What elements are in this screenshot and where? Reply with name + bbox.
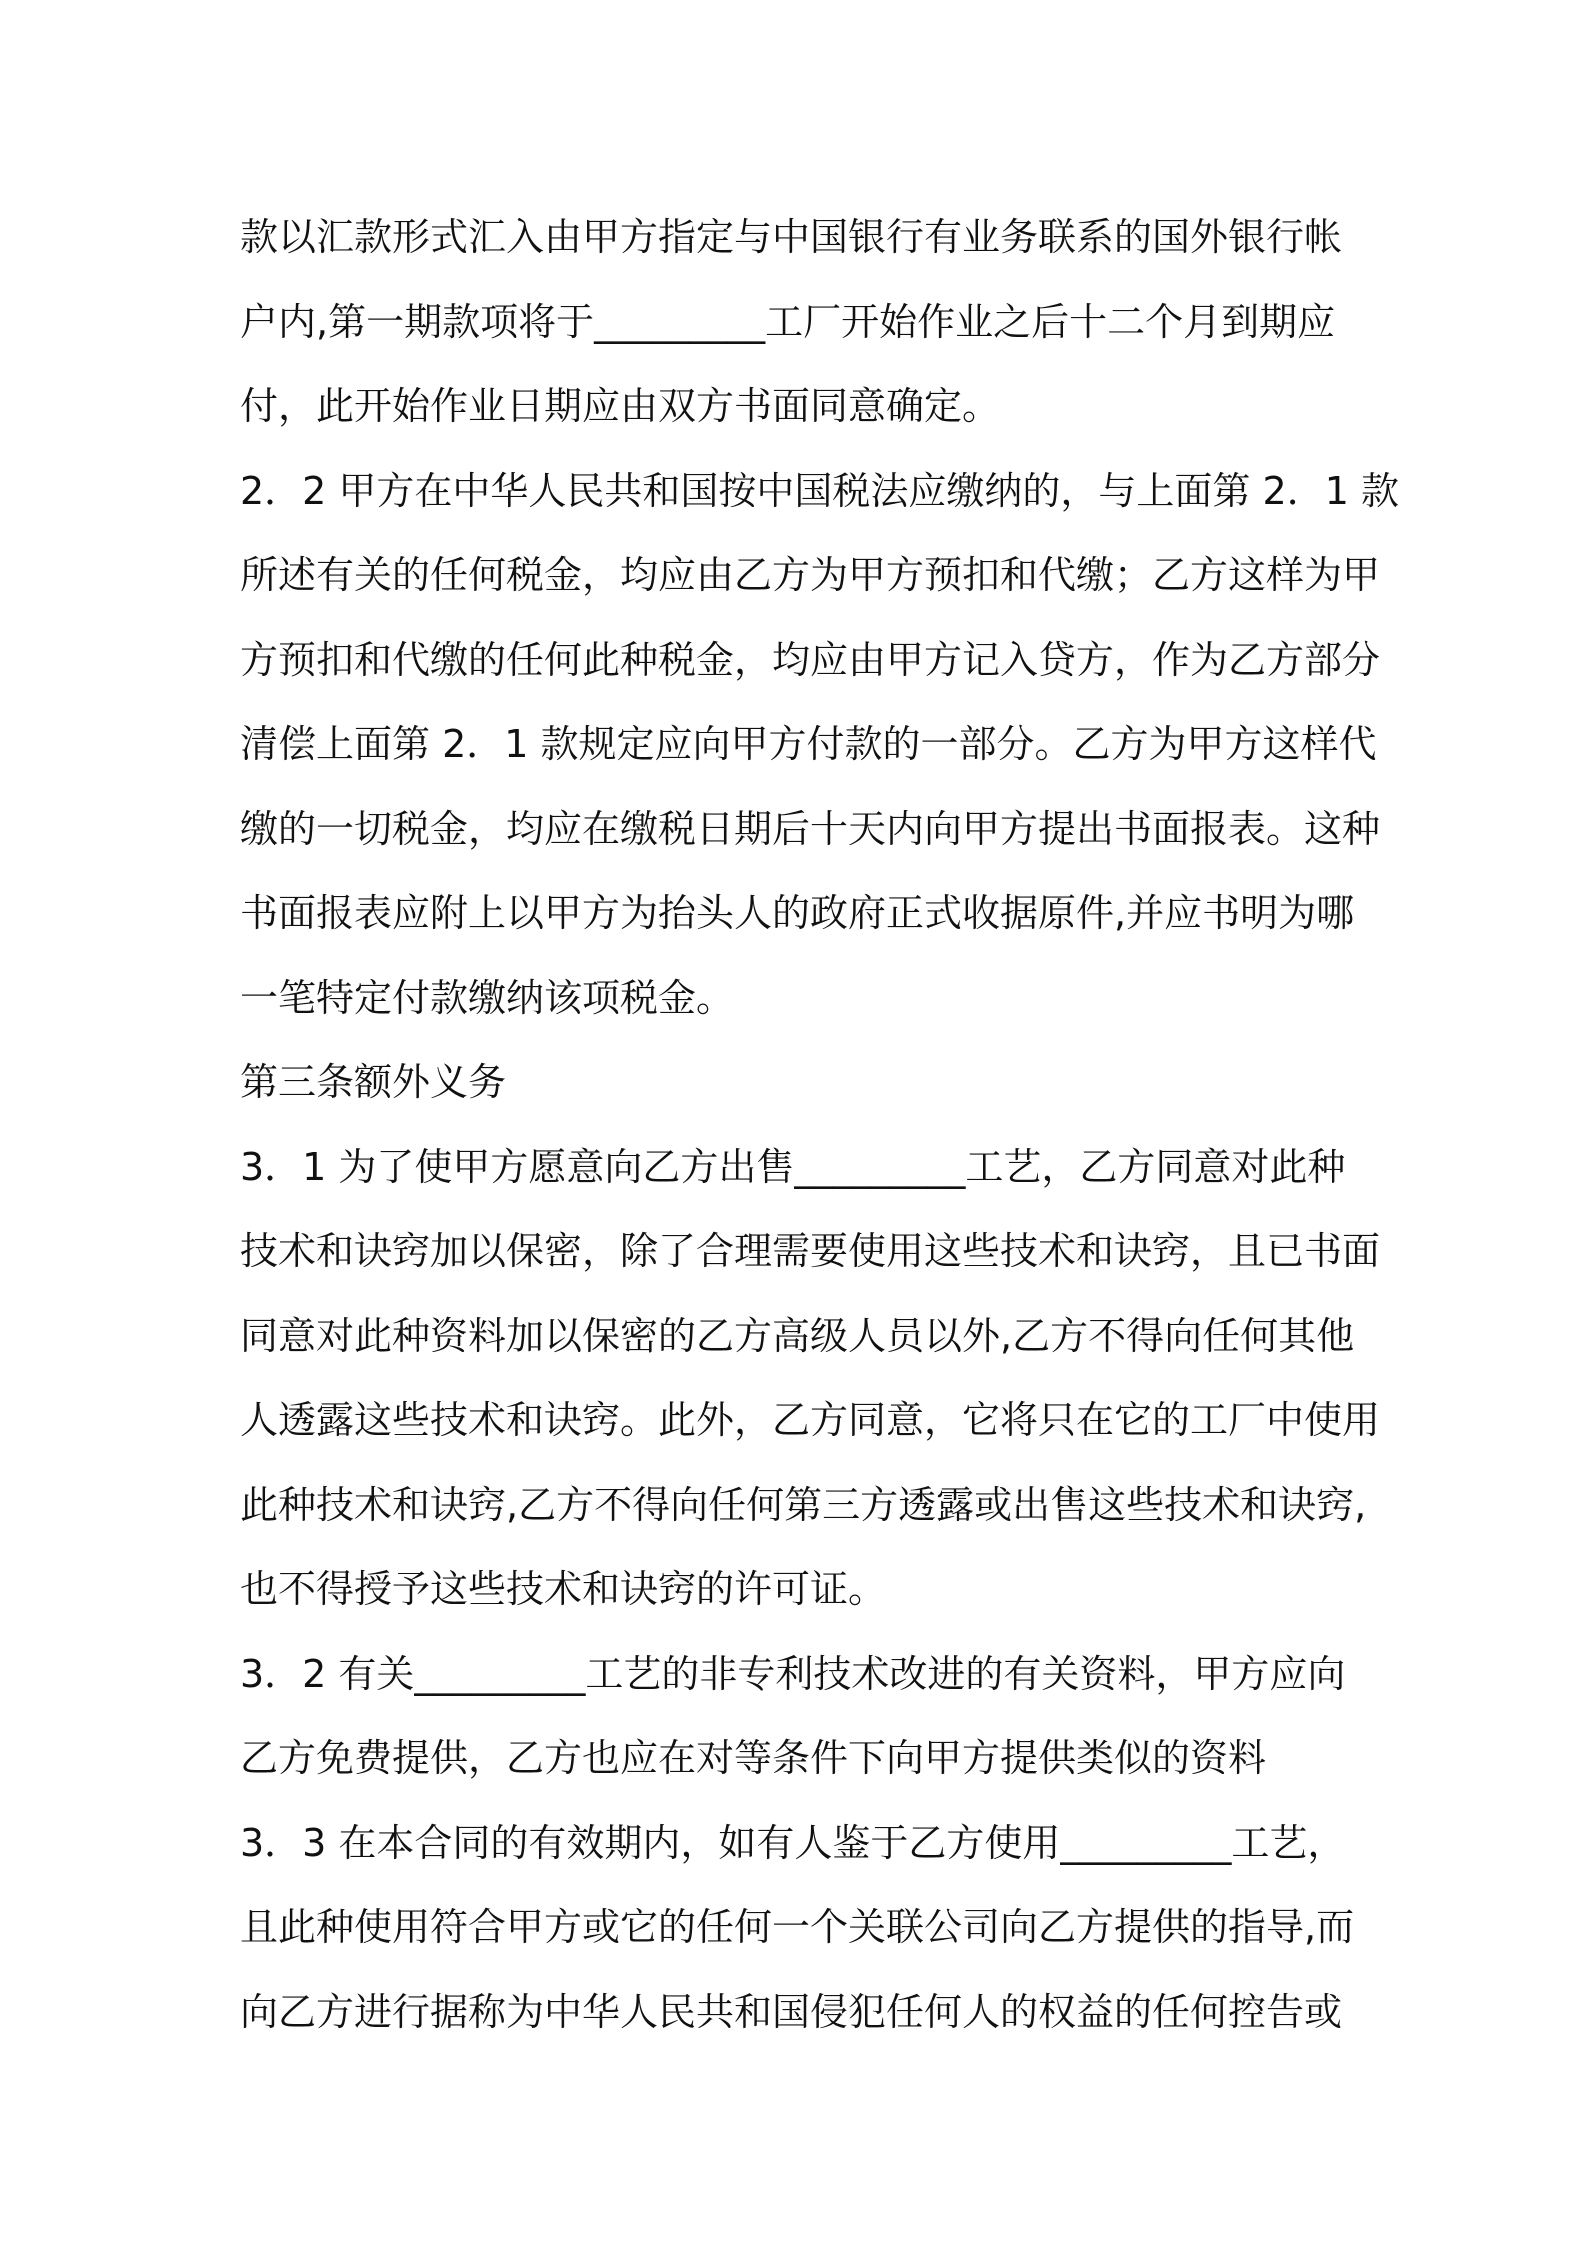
text-line: 2．2 甲方在中华人民共和国按中国税法应缴纳的，与上面第 2．1 款 <box>240 468 1399 513</box>
text-line: 乙方免费提供，乙方也应在对等条件下向甲方提供类似的资料 <box>240 1736 1267 1780</box>
text-line: 3．1 为了使甲方愿意向乙方出售_________工艺，乙方同意对此种 <box>240 1144 1346 1189</box>
text-line: 方预扣和代缴的任何此种税金，均应由甲方记入贷方，作为乙方部分 <box>240 637 1381 682</box>
text-line: 清偿上面第 2．1 款规定应向甲方付款的一部分。乙方为甲方这样代 <box>240 722 1377 766</box>
section-heading: 第三条额外义务 <box>240 1060 507 1104</box>
text-line: 所述有关的任何税金，均应由乙方为甲方预扣和代缴；乙方这样为甲 <box>240 553 1381 597</box>
text-line: 缴的一切税金，均应在缴税日期后十天内向甲方提出书面报表。这种 <box>240 806 1381 851</box>
text-line: 人透露这些技术和诀窍。此外，乙方同意，它将只在它的工厂中使用 <box>240 1398 1381 1442</box>
text-line: 也不得授予这些技术和诀窍的许可证。 <box>240 1567 887 1611</box>
text-line: 技术和诀窍加以保密，除了合理需要使用这些技术和诀窍，且已书面 <box>240 1229 1381 1273</box>
text-line: 书面报表应附上以甲方为抬头人的政府正式收据原件,并应书明为哪 <box>240 891 1355 935</box>
text-line: 且此种使用符合甲方或它的任何一个关联公司向乙方提供的指导,而 <box>240 1905 1355 1949</box>
text-line: 款以汇款形式汇入由甲方指定与中国银行有业务联系的国外银行帐 <box>240 215 1343 259</box>
text-line: 一笔特定付款缴纳该项税金。 <box>240 975 735 1020</box>
text-line: 向乙方进行据称为中华人民共和国侵犯任何人的权益的任何控告或 <box>240 1989 1343 2034</box>
text-line: 付，此开始作业日期应由双方书面同意确定。 <box>240 384 1001 428</box>
contract-text-body <box>240 195 1399 2054</box>
text-line: 同意对此种资料加以保密的乙方高级人员以外,乙方不得向任何其他 <box>240 1313 1355 1358</box>
text-line: 3．3 在本合同的有效期内，如有人鉴于乙方使用_________工艺， <box>240 1820 1346 1865</box>
text-line: 户内,第一期款项将于_________工厂开始作业之后十二个月到期应 <box>240 299 1336 344</box>
text-line: 3．2 有关_________工艺的非专利技术改进的有关资料，甲方应向 <box>240 1651 1346 1696</box>
text-line: 此种技术和诀窍,乙方不得向任何第三方透露或出售这些技术和诀窍, <box>240 1482 1367 1527</box>
